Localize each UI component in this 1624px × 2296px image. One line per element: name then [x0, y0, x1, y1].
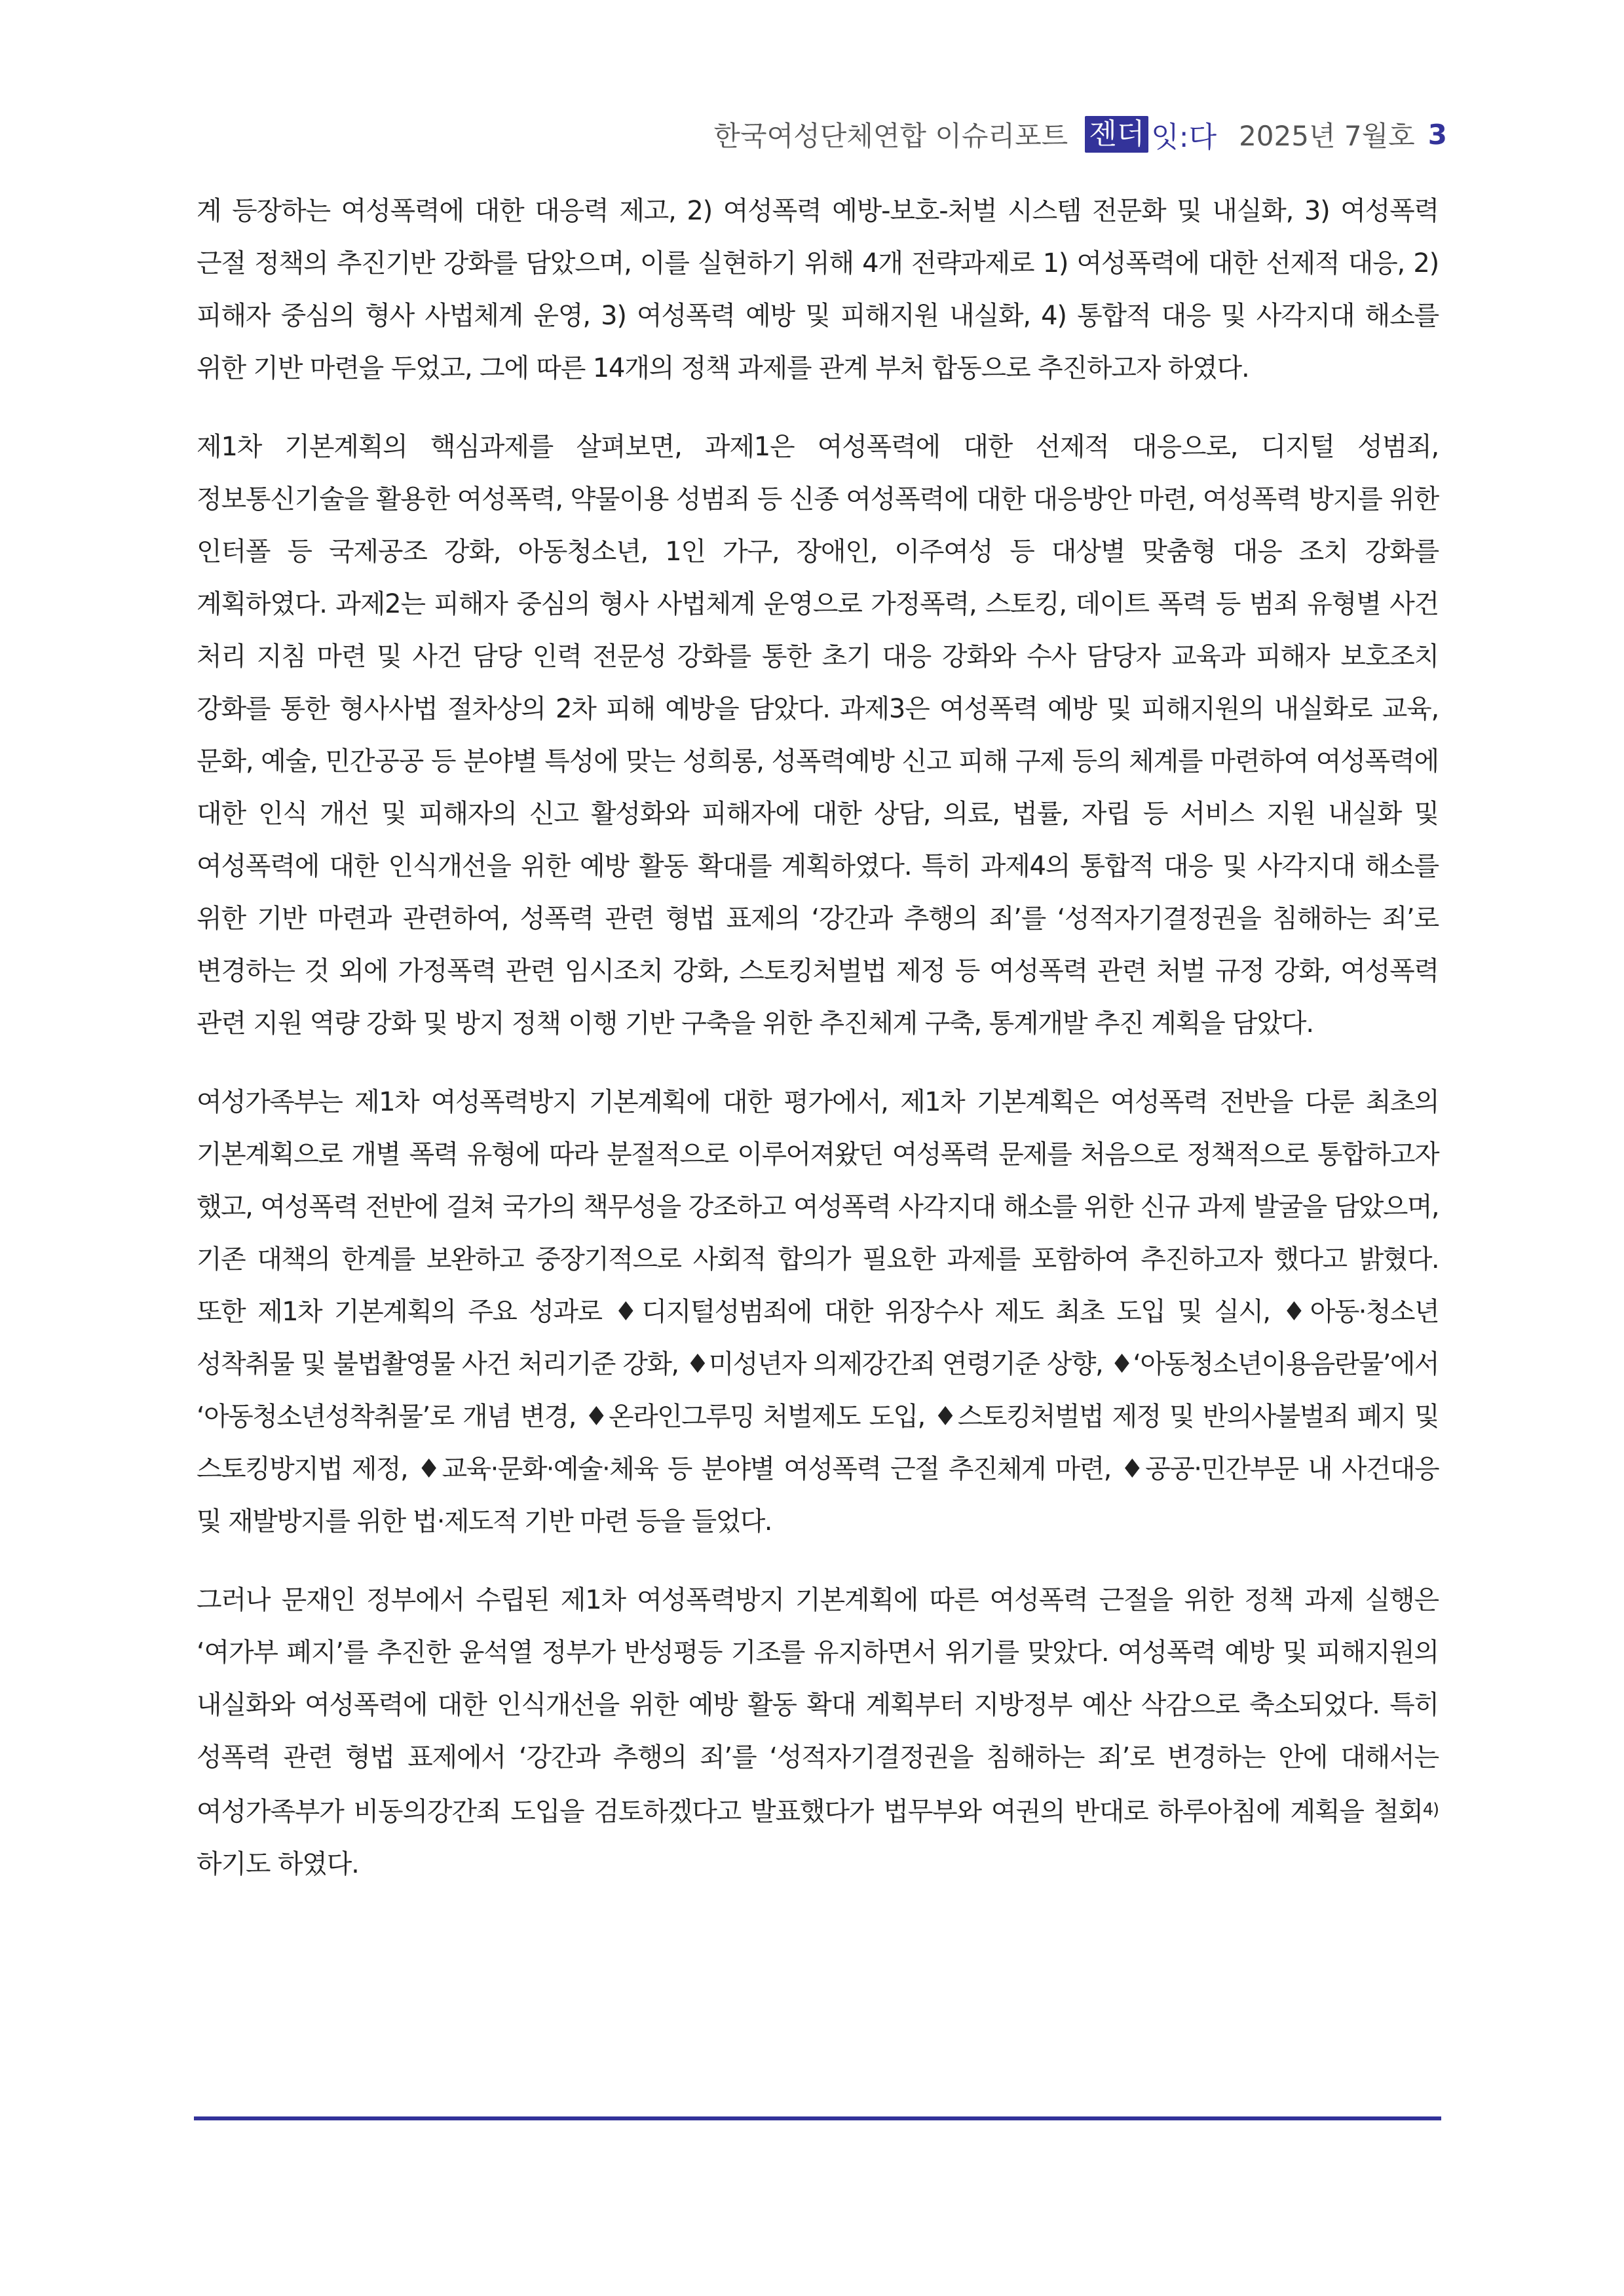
- paragraph-3: 여성가족부는 제1차 여성폭력방지 기본계획에 대한 평가에서, 제1차 기본계획은 여성폭력 전반을 다룬 최초의 기본계획으로 개별 폭력 유형에 따라 분절적으로 이루어져왔던 여성폭력 문제를 처음으로 정책적으로 통합하고자 했고, 여성폭력 전반에 걸쳐 국가의 책무성을 강조하고 여성폭력 사각지대 해소를 위한 신규 과제 발굴을 담았으며, 기존 대책의 한계를 보완하고 중장기적으로 사회적 합의가 필요한 과제를 포함하여 추진하고자 했다고 밝혔다. 또한 제1차 기본계획의 주요 성과로 ♦디지털성범죄에 대한 위장수사 제도 최초 도입 및 실시, ♦아동·청소년 성착취물 및 불법촬영물 사건 처리기준 강화, ♦미성년자 의제강간죄 연령기준 상향, ♦‘아동청소년이용음란물’에서 ‘아동청소년성착취물’로 개념 변경, ♦온라인그루밍 처벌제도 도입, ♦스토킹처벌법 제정 및 반의사불벌죄 폐지 및 스토킹방지법 제정, ♦교육·문화·예술·체육 등 분야별 여성폭력 근절 추진체계 마련, ♦공공·민간부문 내 사건대응 및 재발방지를 위한 법·제도적 기반 마련 등을 들었다.: [197, 1087, 1439, 1537]
- paragraph-4-text: 그러나 문재인 정부에서 수립된 제1차 여성폭력방지 기본계획에 따른 여성폭력 근절을 위한 정책 과제 실행은 ‘여가부 폐지’를 추진한 윤석열 정부가 반성평등 기조를 유지하면서 위기를 맞았다. 여성폭력 예방 및 피해지원의 내실화와 여성폭력에 대한 인식개선을 위한 예방 활동 확대 계획부터 지방정부 예산 삭감으로 축소되었다. 특히 성폭력 관련 형법 표제에서 ‘강간과 추행의 죄’를 ‘성적자기결정권을 침해하는 죄’로 변경하는 안에 대해서는 여성가족부가 비동의강간죄 도입을 검토하겠다고 발표했다가 법무부와 여권의 반대로 하루아침에 계획을 철회: [197, 1585, 1439, 1827]
- page-number: 3: [1427, 118, 1447, 151]
- page-header: [713, 111, 1447, 157]
- paragraph-4-tail: 하기도 하였다.: [197, 1849, 359, 1879]
- paragraph-1: 계 등장하는 여성폭력에 대한 대응력 제고, 2) 여성폭력 예방-보호-처벌 시스템 전문화 및 내실화, 3) 여성폭력 근절 정책의 추진기반 강화를 담았으며, 이를 실현하기 위해 4개 전략과제로 1) 여성폭력에 대한 선제적 대응, 2) 피해자 중심의 형사 사법체계 운영, 3) 여성폭력 예방 및 피해지원 내실화, 4) 통합적 대응 및 사각지대 해소를 위한 기반 마련을 두었고, 그에 따른 14개의 정책 과제를 관계 부처 합동으로 추진하고자 하였다.: [197, 196, 1439, 383]
- bottom-divider: [194, 2116, 1441, 2120]
- article-body: [197, 185, 1439, 1917]
- issue-date: 2025년 7월호: [1239, 120, 1415, 152]
- report-series-title: 한국여성단체연합 이슈리포트: [713, 120, 1068, 152]
- logo-rest-text: 잇:다: [1151, 121, 1217, 154]
- gender-itda-logo: [1085, 113, 1217, 155]
- footnote-marker[interactable]: 4): [1422, 1800, 1439, 1820]
- paragraph-2: 제1차 기본계획의 핵심과제를 살펴보면, 과제1은 여성폭력에 대한 선제적 대응으로, 디지털 성범죄, 정보통신기술을 활용한 여성폭력, 약물이용 성범죄 등 신종 여성폭력에 대한 대응방안 마련, 여성폭력 방지를 위한 인터폴 등 국제공조 강화, 아동청소년, 1인 가구, 장애인, 이주여성 등 대상별 맞춤형 대응 조치 강화를 계획하였다. 과제2는 피해자 중심의 형사 사법체계 운영으로 가정폭력, 스토킹, 데이트 폭력 등 범죄 유형별 사건 처리 지침 마련 및 사건 담당 인력 전문성 강화를 통한 초기 대응 강화와 수사 담당자 교육과 피해자 보호조치 강화를 통한 형사사법 절차상의 2차 피해 예방을 담았다. 과제3은 여성폭력 예방 및 피해지원의 내실화로 교육, 문화, 예술, 민간공공 등 분야별 특성에 맞는 성희롱, 성폭력예방 신고 피해 구제 등의 체계를 마련하여 여성폭력에 대한 인식 개선 및 피해자의 신고 활성화와 피해자에 대한 상담, 의료, 법률, 자립 등 서비스 지원 내실화 및 여성폭력에 대한 인식개선을 위한 예방 활동 확대를 계획하였다. 특히 과제4의 통합적 대응 및 사각지대 해소를 위한 기반 마련과 관련하여, 성폭력 관련 형법 표제의 ‘강간과 추행의 죄’를 ‘성적자기결정권을 침해하는 죄’로 변경하는 것 외에 가정폭력 관련 임시조치 강화, 스토킹처벌법 제정 등 여성폭력 관련 처벌 규정 강화, 여성폭력 관련 지원 역량 강화 및 방지 정책 이행 기반 구축을 위한 추진체계 구축, 통계개발 추진 계획을 담았다.: [197, 432, 1439, 1039]
- logo-box-text: 젠더: [1085, 116, 1148, 153]
- paragraph-4: [197, 1574, 1439, 1890]
